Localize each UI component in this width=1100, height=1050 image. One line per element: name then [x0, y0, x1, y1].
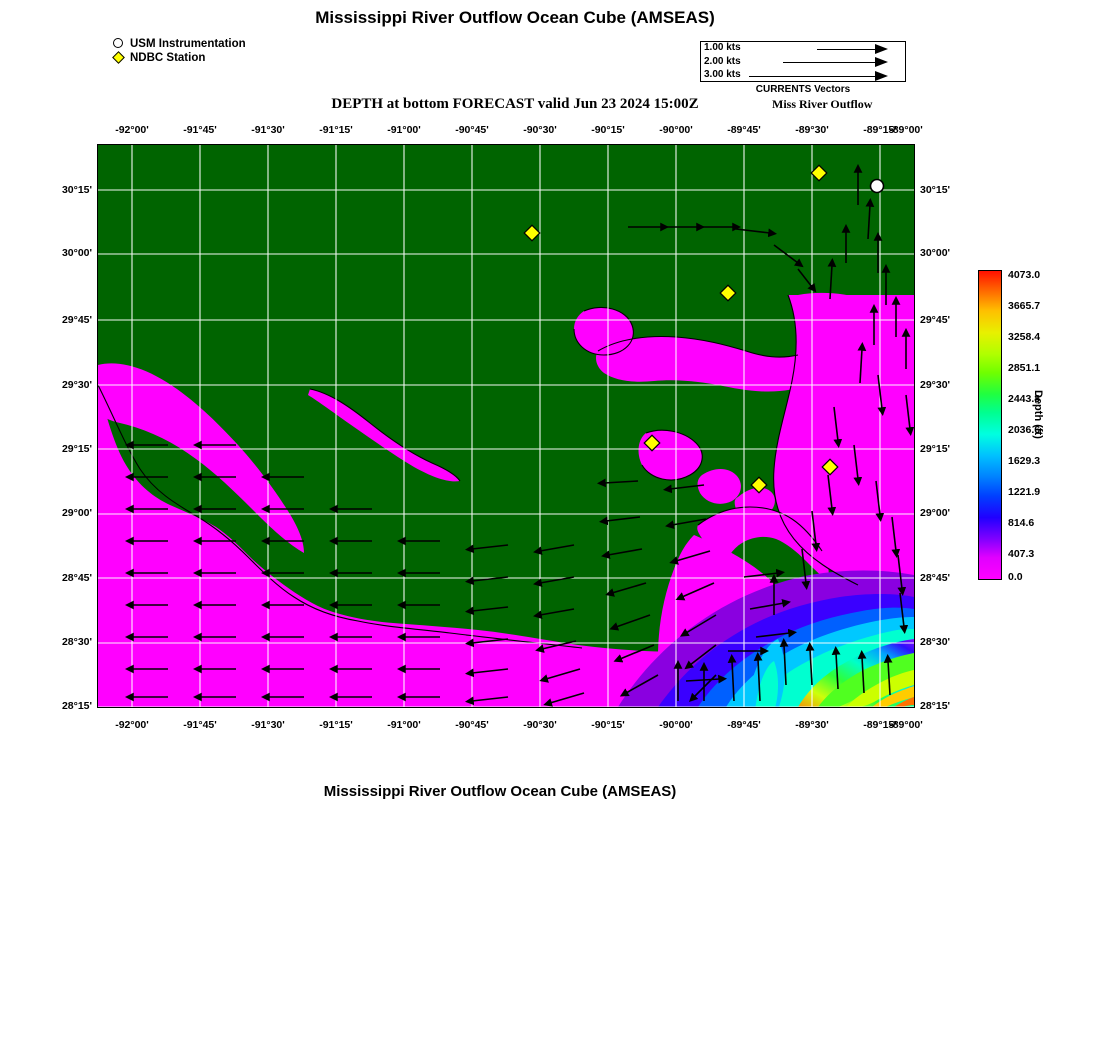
- colorbar-tick: 814.6: [1008, 517, 1035, 529]
- footer-title: Mississippi River Outflow Ocean Cube (AMSEAS): [323, 783, 677, 800]
- diamond-marker-icon: [112, 51, 128, 65]
- y-tick-label: 28°15': [61, 700, 92, 712]
- vector-key-label: 3.00 kts: [704, 69, 741, 80]
- vector-key-row: [701, 56, 907, 69]
- x-tick-label: -90°15': [591, 719, 625, 731]
- legend-item-label: USM Instrumentation: [130, 38, 246, 50]
- x-tick-label: -90°00': [659, 124, 693, 136]
- x-tick-label: -89°30': [795, 719, 829, 731]
- y-tick-label: 29°45': [61, 314, 92, 326]
- y-tick-label: 28°45': [61, 572, 92, 584]
- legend-item-ndbc: [112, 51, 246, 65]
- vector-key-label: 1.00 kts: [704, 42, 741, 53]
- vector-key-caption: CURRENTS Vectors: [755, 84, 851, 95]
- x-tick-label: -89°00': [889, 719, 923, 731]
- x-tick-label: -89°30': [795, 124, 829, 136]
- currents-vector-key: [700, 41, 906, 82]
- colorbar-tick: 1221.9: [1008, 486, 1041, 498]
- x-tick-label: -91°00': [387, 719, 421, 731]
- x-tick-label: -90°15': [591, 124, 625, 136]
- vector-key-row: [701, 42, 907, 55]
- marker-legend: [112, 37, 246, 65]
- vector-shaft: [749, 76, 875, 77]
- map-plot-area[interactable]: [97, 144, 915, 708]
- x-tick-label: -92°00': [115, 719, 149, 731]
- y-tick-label: 29°30': [920, 379, 951, 391]
- y-tick-label: 30°15': [920, 184, 951, 196]
- x-tick-label: -91°15': [319, 719, 353, 731]
- x-tick-label: -90°30': [523, 719, 557, 731]
- y-tick-label: 29°00': [61, 507, 92, 519]
- y-tick-label: 29°30': [61, 379, 92, 391]
- vector-key-label: 2.00 kts: [704, 55, 741, 67]
- y-tick-label: 30°15': [61, 184, 92, 196]
- y-tick-label: 29°00': [920, 507, 951, 519]
- x-tick-label: -89°45': [727, 124, 761, 136]
- y-tick-label: 30°00': [920, 247, 951, 259]
- y-tick-label: 28°30': [61, 636, 92, 648]
- vector-shaft: [817, 49, 875, 50]
- x-tick-label: -91°45': [183, 719, 217, 731]
- vector-shaft: [783, 62, 875, 63]
- usm-instrumentation-marker[interactable]: [871, 180, 884, 193]
- x-tick-label: -91°45': [183, 124, 217, 136]
- x-tick-label: -90°00': [659, 719, 693, 731]
- x-tick-label: -91°30': [251, 719, 285, 731]
- page-title: Mississippi River Outflow Ocean Cube (AMSEAS): [315, 8, 715, 27]
- colorbar-tick: 4073.0: [1008, 269, 1041, 281]
- x-tick-label: -92°00': [115, 124, 149, 136]
- x-tick-label: -89°45': [727, 719, 761, 731]
- x-tick-label: -89°15': [863, 124, 897, 136]
- colorbar-tick: 0.0: [1008, 571, 1023, 583]
- colorbar-tick: 2443.8: [1008, 393, 1041, 405]
- legend-item-label: NDBC Station: [130, 52, 206, 64]
- x-tick-label: -91°00': [387, 124, 421, 136]
- x-tick-label: -90°45': [455, 719, 489, 731]
- x-tick-label: -91°15': [319, 124, 353, 136]
- map-canvas[interactable]: [98, 145, 914, 707]
- x-tick-label: -89°15': [863, 719, 897, 731]
- y-tick-label: 28°30': [920, 636, 951, 648]
- x-tick-label: -90°45': [455, 124, 489, 136]
- vector-arrow-head-icon: [875, 71, 888, 81]
- colorbar-tick: 407.3: [1008, 548, 1035, 560]
- circle-marker-icon: [112, 37, 128, 51]
- x-tick-label: -89°00': [889, 124, 923, 136]
- colorbar-tick: 1629.3: [1008, 455, 1041, 467]
- y-tick-label: 28°15': [920, 700, 951, 712]
- vector-arrow-head-icon: [875, 57, 888, 67]
- y-tick-label: 28°45': [920, 572, 951, 584]
- vector-key-row: [701, 69, 907, 82]
- legend-item-usm: [112, 37, 246, 51]
- y-tick-label: 29°15': [920, 443, 951, 455]
- y-tick-label: 30°00': [61, 247, 92, 259]
- colorbar-tick: 2036.6: [1008, 424, 1041, 436]
- colorbar-tick: 3258.4: [1008, 331, 1041, 343]
- colorbar-tick: 2851.1: [1008, 362, 1041, 374]
- y-tick-label: 29°45': [920, 314, 951, 326]
- region-label: Miss River Outflow: [772, 97, 873, 111]
- x-tick-label: -90°30': [523, 124, 557, 136]
- x-tick-label: -91°30': [251, 124, 285, 136]
- colorbar-gradient: [978, 270, 1002, 580]
- colorbar-title: Depth (ft): [1032, 390, 1044, 439]
- y-tick-label: 29°15': [61, 443, 92, 455]
- colorbar-tick: 3665.7: [1008, 300, 1041, 312]
- vector-arrow-head-icon: [875, 44, 888, 54]
- forecast-subtitle: DEPTH at bottom FORECAST valid Jun 23 2024 15:00Z: [331, 96, 699, 112]
